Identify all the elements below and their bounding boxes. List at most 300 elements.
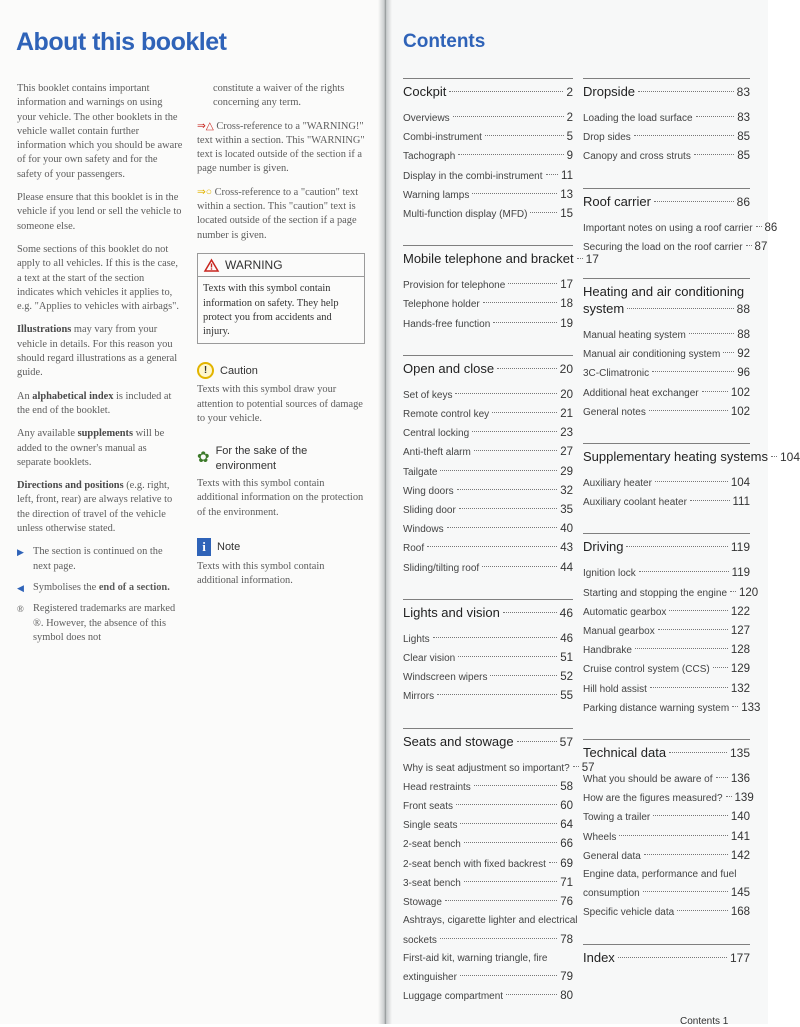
page-number: 78	[560, 933, 573, 946]
entry-label: Tachograph	[403, 151, 456, 163]
page-number: 86	[764, 221, 778, 234]
entry-label: Ashtrays, cigarette lighter and electrical	[403, 915, 578, 927]
toc-entry[interactable]	[583, 622, 750, 641]
page-number: 40	[560, 523, 573, 536]
page-number: 102	[730, 386, 750, 399]
dot-leader	[677, 910, 728, 911]
entry-label: Wing doors	[403, 485, 454, 497]
toc-entry[interactable]	[403, 386, 573, 405]
entry-label: Automatic gearbox	[583, 606, 667, 618]
toc-entry[interactable]	[403, 482, 573, 501]
toc-section	[583, 188, 778, 257]
page-number: 83	[737, 112, 750, 124]
toc-section-title[interactable]	[403, 250, 599, 268]
dot-leader	[492, 412, 557, 413]
section-title-text: Index	[583, 949, 615, 965]
dot-leader	[458, 154, 563, 155]
page-number: 58	[560, 780, 573, 793]
page-number: 71	[560, 876, 573, 889]
crossref-warning-icon: ⇒△	[197, 120, 214, 132]
dot-leader	[530, 212, 557, 213]
entry-label: Sliding/tilting roof	[403, 562, 480, 574]
toc-entry[interactable]	[403, 797, 573, 816]
page-number: 119	[730, 540, 750, 555]
dot-leader	[726, 796, 732, 797]
dot-leader	[694, 154, 734, 155]
dot-leader	[449, 91, 563, 92]
legend-text: Registered trademarks are marked ®. However, the absence of this symbol does not	[33, 603, 176, 643]
entry-label: Specific vehicle data	[583, 907, 675, 919]
entry-label: Starting and stopping the engine	[583, 587, 727, 599]
dot-leader	[696, 116, 735, 117]
entry-label: Multi-function display (MFD)	[403, 209, 528, 221]
toc-section	[583, 443, 800, 512]
toc-section-title[interactable]	[583, 538, 750, 556]
page-number: 15	[560, 208, 573, 221]
toc-entry[interactable]	[403, 147, 573, 166]
toc-entry[interactable]	[403, 950, 573, 987]
toc-entry[interactable]	[583, 903, 750, 922]
toc-entry[interactable]	[403, 668, 573, 687]
legend-text	[33, 581, 170, 595]
toc-entry[interactable]	[583, 641, 750, 660]
section-title-text: Seats and stowage	[403, 733, 514, 749]
section-title-text: Roof carrier	[583, 193, 651, 209]
warning-title: WARNING	[225, 257, 283, 272]
page-number: 2	[566, 112, 573, 124]
dot-leader	[577, 258, 583, 259]
dot-leader	[669, 610, 727, 611]
page-number: 44	[560, 561, 573, 574]
dot-leader	[635, 648, 728, 649]
page-number: 111	[732, 496, 750, 509]
entry-label: Tailgate	[403, 466, 438, 478]
toc-section-title[interactable]	[403, 733, 573, 751]
toc-entry[interactable]	[403, 835, 573, 854]
dot-leader	[649, 410, 728, 411]
entry-label: Auxiliary heater	[583, 478, 652, 490]
paragraph	[17, 323, 183, 380]
page-number: 83	[736, 85, 750, 99]
page-number: 85	[737, 150, 750, 163]
toc-entry-line	[403, 968, 573, 987]
dot-leader	[503, 612, 557, 613]
toc-section-title[interactable]	[583, 83, 750, 101]
entry-label: First-aid kit, warning triangle, fire	[403, 952, 548, 964]
dot-leader	[517, 741, 557, 742]
page-number: 5	[566, 131, 573, 144]
section-gap	[583, 512, 750, 533]
dot-leader	[427, 546, 557, 547]
entry-label: Warning lamps	[403, 189, 470, 201]
entry-label: Drop sides	[583, 132, 631, 144]
section-title-text: Technical data	[583, 745, 667, 761]
paragraph	[17, 390, 183, 419]
bold-term: end of a section.	[98, 581, 170, 593]
toc-section-title-line	[583, 300, 750, 318]
toc-entry[interactable]	[583, 326, 750, 345]
toc-column-right	[583, 78, 800, 975]
dot-leader	[626, 546, 727, 547]
entry-label: Stowage	[403, 897, 442, 909]
page-number: 177	[729, 950, 750, 965]
toc-entry[interactable]	[583, 789, 754, 808]
toc-entry[interactable]	[583, 660, 750, 679]
entry-label: Why is seat adjustment so important?	[403, 762, 570, 774]
toc-entry[interactable]	[583, 345, 750, 364]
entry-label: How are the figures measured?	[583, 793, 723, 805]
toc-entry[interactable]	[583, 128, 750, 147]
entry-label: Manual gearbox	[583, 626, 655, 638]
toc-section	[583, 278, 750, 422]
toc-entry[interactable]	[403, 630, 573, 649]
page-number: 104	[779, 450, 800, 465]
toc-section-title-line	[583, 283, 750, 300]
paragraph: Please ensure that this booklet is in the vehicle if you lend or sell the vehicle to someone else.	[17, 192, 182, 232]
page-number: 20	[559, 361, 573, 376]
page-number: 85	[737, 131, 750, 144]
toc-entry[interactable]	[403, 539, 573, 558]
entry-label: Windows	[403, 524, 444, 536]
dot-leader	[655, 481, 728, 482]
entry-label: Wheels	[583, 831, 617, 843]
toc-entry[interactable]	[403, 912, 578, 949]
entry-label: Towing a trailer	[583, 812, 651, 824]
triangle-left-icon: ◀	[17, 582, 24, 593]
toc-section-title[interactable]	[583, 949, 750, 967]
text: Cross-reference to a "WARNING!" text within a section. This "WARNING" text is located outside of the section if a page number is given.	[197, 120, 365, 175]
entry-label: extinguisher	[403, 971, 457, 983]
toc-entry[interactable]	[403, 405, 573, 424]
entry-label: Securing the load on the roof carrier	[583, 241, 743, 253]
toc-entry[interactable]	[583, 403, 750, 422]
section-gap	[403, 334, 573, 355]
text: may vary from your vehicle in details. For this reason you should regard illustrations as a general guide.	[17, 324, 178, 379]
toc-entry[interactable]	[583, 866, 750, 903]
toc-entry[interactable]	[403, 759, 595, 778]
caution-header	[197, 362, 365, 379]
entry-label: Manual heating system	[583, 330, 686, 342]
entry-label: Single seats	[403, 820, 458, 832]
section-title-text: Mobile telephone and bracket	[403, 251, 574, 267]
page-number: 46	[560, 632, 573, 645]
toc-entry-line	[583, 884, 750, 903]
page-number: 133	[741, 701, 761, 714]
page-number: 20	[560, 388, 573, 401]
section-title-text: Cockpit	[403, 84, 447, 99]
entry-label: Remote control key	[403, 409, 490, 421]
dot-leader	[652, 371, 734, 372]
page-number: 119	[731, 567, 750, 580]
crossref-caution-icon: ⇒○	[197, 186, 212, 198]
dot-leader	[546, 174, 559, 175]
entry-label: 3C-Climatronic	[583, 368, 650, 380]
entry-label: Provision for telephone	[403, 280, 506, 292]
toc-section-title[interactable]	[403, 604, 573, 622]
toc-section-title[interactable]	[583, 744, 750, 762]
entry-label: sockets	[403, 934, 437, 946]
note-title: Note	[217, 540, 241, 553]
entry-label: Hill hold assist	[583, 683, 647, 695]
page-number: 51	[560, 652, 573, 665]
dot-leader	[464, 881, 557, 882]
entry-label: Windscreen wipers	[403, 672, 488, 684]
paragraph	[197, 120, 365, 177]
caution-icon: !	[197, 362, 214, 379]
registered-icon: ®	[17, 604, 24, 615]
dot-leader	[654, 201, 734, 202]
toc-entry[interactable]	[583, 493, 750, 512]
toc-entry[interactable]	[403, 109, 573, 128]
entry-label: Sliding door	[403, 505, 456, 517]
entry-label: consumption	[583, 888, 640, 900]
toc-entry[interactable]	[403, 443, 573, 462]
toc-entry[interactable]	[583, 828, 750, 847]
toc-entry[interactable]	[403, 463, 573, 482]
toc-entry[interactable]	[403, 315, 573, 334]
toc-entry[interactable]	[403, 816, 573, 835]
page-number: 132	[730, 682, 750, 695]
toc-section-title[interactable]	[583, 448, 800, 466]
page-number: 11	[561, 169, 573, 182]
entry-label: Canopy and cross struts	[583, 151, 691, 163]
toc-entry[interactable]	[403, 559, 573, 578]
toc-entry[interactable]	[403, 205, 573, 224]
text: Any available	[17, 428, 78, 440]
entry-label: Roof	[403, 543, 425, 555]
toc-entry-line	[403, 912, 578, 930]
dot-leader	[644, 854, 728, 855]
dot-leader	[447, 527, 558, 528]
triangle-right-icon: ▶	[17, 547, 24, 558]
toc-entry[interactable]	[583, 699, 761, 718]
toc-entry[interactable]	[403, 424, 573, 443]
toc-entry[interactable]	[583, 219, 778, 238]
toc-entry[interactable]	[403, 520, 573, 539]
page-number: 87	[754, 240, 768, 253]
toc-section	[403, 599, 573, 707]
dot-leader	[618, 957, 727, 958]
page-number: 32	[560, 484, 573, 497]
toc-entry[interactable]	[583, 584, 759, 603]
page-number: 145	[730, 887, 750, 900]
dot-leader	[456, 804, 557, 805]
toc-entry[interactable]	[583, 680, 750, 699]
toc-entry[interactable]	[403, 874, 573, 893]
page-number: 18	[560, 298, 573, 311]
page-number: 43	[560, 542, 573, 555]
toc-entry[interactable]	[403, 128, 573, 147]
warning-text: Texts with this symbol contain information on safety. They help protect you from accidents and injury.	[203, 283, 339, 338]
dot-leader	[716, 777, 728, 778]
toc-section	[583, 78, 750, 167]
dot-leader	[619, 835, 727, 836]
toc-section-title[interactable]	[583, 283, 750, 318]
entry-label: Display in the combi-instrument	[403, 170, 543, 182]
page-number: 60	[560, 800, 573, 813]
entry-label: Auxiliary coolant heater	[583, 497, 687, 509]
caution-title: Caution	[220, 364, 258, 377]
toc-entry[interactable]	[583, 847, 750, 866]
section-title-text: Supplementary heating systems	[583, 449, 768, 465]
entry-label: 2-seat bench	[403, 839, 461, 851]
note-header	[197, 538, 365, 556]
warning-header	[198, 254, 364, 277]
toc-entry[interactable]	[403, 687, 573, 706]
toc-entry[interactable]	[583, 109, 750, 128]
dot-leader	[643, 891, 728, 892]
page-number: 79	[560, 970, 573, 983]
entry-label: Handbrake	[583, 645, 632, 657]
entry-label: Lights	[403, 633, 430, 645]
dot-leader	[627, 308, 733, 309]
dot-leader	[455, 393, 557, 394]
toc-entry[interactable]	[583, 770, 750, 789]
toc-entry[interactable]	[403, 295, 573, 314]
page-number: 139	[734, 792, 754, 805]
toc-entry[interactable]	[403, 167, 573, 186]
page-number: 69	[560, 857, 573, 870]
dot-leader	[472, 193, 557, 194]
toc-section-title[interactable]	[403, 360, 573, 378]
toc-entry[interactable]	[403, 893, 573, 912]
page-number: 17	[560, 279, 573, 292]
entry-label: Loading the load surface	[583, 113, 693, 124]
warning-box	[197, 253, 365, 344]
dot-leader	[482, 566, 557, 567]
dot-leader	[549, 862, 557, 863]
environment-title: For the sake of the environment	[215, 445, 308, 472]
toc-section-title[interactable]	[403, 83, 573, 101]
toc-entry-line	[403, 950, 573, 968]
page-number: 168	[730, 906, 750, 919]
section-title-text: Heating and air conditioning	[583, 284, 745, 300]
dot-leader	[453, 116, 564, 117]
page-number: 23	[560, 427, 573, 440]
toc-entry-line	[403, 931, 573, 950]
dot-leader	[639, 571, 729, 572]
toc-entry[interactable]	[583, 364, 750, 383]
section-title-text: Dropside	[583, 84, 636, 99]
page-number: 136	[730, 773, 750, 786]
dot-leader	[437, 694, 557, 695]
dot-leader	[497, 368, 557, 369]
toc-entry[interactable]	[583, 603, 750, 622]
toc-section	[403, 78, 573, 224]
page-number: 128	[730, 644, 750, 657]
text: Cross-reference to a "caution" text within a section. This "caution" text is located outside of the section if a page number is given.	[197, 186, 359, 241]
toc-entry[interactable]	[403, 501, 573, 520]
legend-text: The section is continued on the next page.	[33, 546, 163, 572]
warning-triangle-icon	[204, 259, 219, 272]
paragraph	[17, 479, 183, 536]
page-number: 127	[730, 625, 750, 638]
entry-label: General notes	[583, 406, 646, 418]
entry-label: Combi-instrument	[403, 132, 482, 144]
bold-term: Directions and positions	[17, 480, 124, 492]
dot-leader	[445, 900, 557, 901]
page-number: 120	[739, 586, 759, 599]
page-number: 13	[560, 188, 573, 201]
left-column-b	[197, 82, 365, 597]
section-title-text: Lights and vision	[403, 604, 500, 620]
entry-label: Anti-theft alarm	[403, 447, 471, 459]
dot-leader	[634, 135, 734, 136]
page-footer: Contents 1	[680, 1016, 729, 1027]
dot-leader	[460, 975, 557, 976]
dot-leader	[658, 629, 728, 630]
toc-entry[interactable]	[583, 238, 768, 257]
dot-leader	[638, 91, 734, 92]
dot-leader	[653, 815, 728, 816]
info-icon: i	[197, 538, 211, 556]
toc-entry[interactable]	[403, 186, 573, 205]
page-number: 104	[730, 477, 750, 490]
page-number: 27	[560, 446, 573, 459]
toc-entry[interactable]	[583, 808, 750, 827]
entry-label: 3-seat bench	[403, 877, 461, 889]
toc-section	[583, 944, 750, 967]
dot-leader	[713, 667, 728, 668]
dot-leader	[464, 842, 557, 843]
toc-section	[403, 245, 599, 334]
page-number: 35	[560, 504, 573, 517]
section-gap	[403, 578, 573, 599]
entry-label: General data	[583, 850, 641, 862]
dot-leader	[689, 333, 734, 334]
entry-label: Central locking	[403, 428, 470, 440]
toc-entry[interactable]	[403, 276, 573, 295]
toc-entry[interactable]	[583, 384, 750, 403]
toc-entry-line	[583, 866, 750, 884]
dot-leader	[732, 706, 738, 707]
dot-leader	[490, 675, 557, 676]
toc-entry[interactable]	[403, 855, 573, 874]
toc-entry[interactable]	[403, 649, 573, 668]
entry-label: Additional heat exchanger	[583, 387, 699, 399]
toc-entry[interactable]	[583, 147, 750, 166]
dot-leader	[493, 322, 557, 323]
book-gutter	[378, 0, 392, 1024]
entry-label: Parking distance warning system	[583, 702, 730, 714]
toc-entry[interactable]	[403, 987, 573, 1006]
section-gap	[583, 167, 750, 188]
entry-label: Front seats	[403, 801, 454, 813]
page-number: 66	[560, 838, 573, 851]
page-number: 141	[730, 830, 750, 843]
text: (e.g. right, left, front, rear) are always relative to the direction of travel of the vehicle unless otherwise stated.	[17, 480, 173, 535]
page-number: 19	[560, 317, 573, 330]
page-number: 9	[566, 150, 573, 163]
paragraph: constitute a waiver of the rights concerning any term.	[213, 83, 345, 109]
dot-leader	[756, 226, 762, 227]
text: An	[17, 390, 33, 402]
toc-entry[interactable]	[403, 778, 573, 797]
toc-entry[interactable]	[583, 474, 750, 493]
dot-leader	[650, 687, 728, 688]
entry-label: Overviews	[403, 113, 450, 124]
page-number: 140	[730, 811, 750, 824]
entry-label: Set of keys	[403, 389, 453, 401]
section-gap	[583, 422, 750, 443]
toc-entry[interactable]	[583, 564, 750, 583]
page-number: 92	[737, 348, 750, 361]
toc-section-title[interactable]	[583, 193, 750, 211]
dot-leader	[485, 135, 564, 136]
entry-label: Clear vision	[403, 653, 456, 665]
dot-leader	[723, 352, 734, 353]
entry-label: Cruise control system (CCS)	[583, 664, 710, 676]
